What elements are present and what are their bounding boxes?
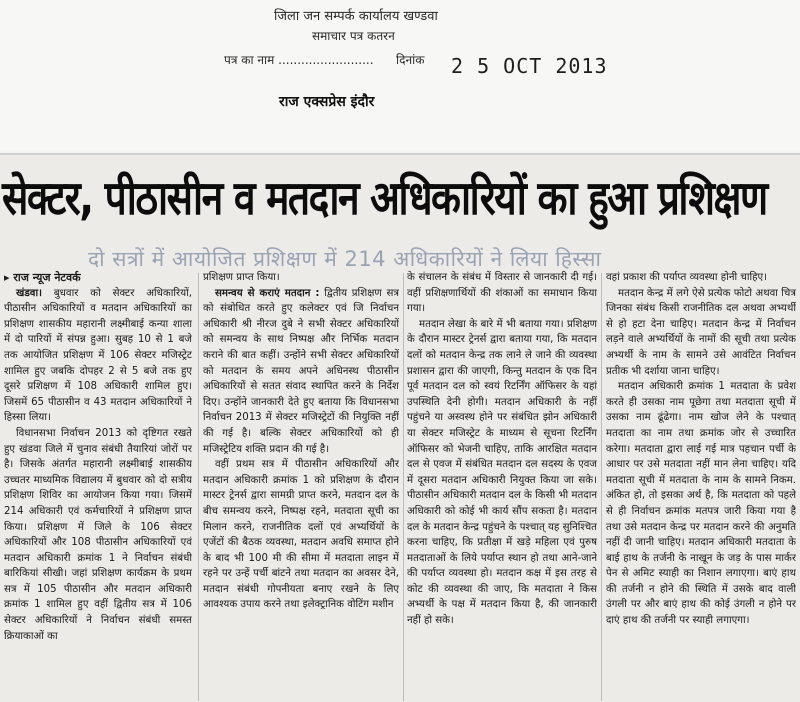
- article-column-4: [606, 270, 796, 702]
- article-subheadline: दो सत्रों में आयोजित प्रशिक्षण में 214 अधिकारियों ने लिया हिस्सा: [88, 247, 602, 271]
- clipping-stamp-header: [0, 0, 800, 150]
- article-paragraph: प्रशिक्षण प्राप्त किया।: [203, 272, 280, 283]
- column-divider: [403, 273, 404, 701]
- article-paragraph: के संचालन के संबंध में विस्तार से जानकारी दी गई। वहीं प्रशिक्षणार्थियों की शंकाओं का समाधान किया गया।: [407, 272, 597, 315]
- article-byline: ▸ राज न्यूज नेटवर्क: [4, 271, 81, 284]
- article-paragraph: विधानसभा निर्वाचन 2013 को दृष्टिगत रखते हुए खंडवा जिले में चुनाव संबंधी तैयारियां जोरों पर है। जिसके अंतर्गत महारानी लक्ष्मीबाई शासकीय उच्चतर माध्यमिक विद्यालय में बुधवार को दो सत्रीय प्रशिक्षण शिविर का आयोजन किया गया। जिसमें 214 अधिकारी एवं कर्मचारियों ने प्रशिक्षण प्राप्त किया। प्रशिक्षण में जिले के 106 सेक्टर अधिकारियों और 108 पीठासीन अधिकारियों एवं मतदान अधिकारी क्रमांक 1 ने निर्वाचन संबंधी बारिकियां सीखी। जहां प्रशिक्षण कार्यक्रम के प्रथम सत्र में 105 पीठासीन और मतदान अधिकारी क्रमांक 1 शामिल हुए वहीं द्वितीय सत्र में 106 सेक्टर अधिकारियों ने निर्वाचन संबंधी समस्त क्रियाकाओं का: [4, 427, 192, 642]
- article-headline: सेक्टर, पीठासीन व मतदान अधिकारियों का हुआ प्रशिक्षण: [2, 172, 767, 227]
- article-column-1: [4, 270, 192, 702]
- article-column-3: [407, 270, 597, 702]
- date-stamp: 2 5 OCT 2013: [451, 54, 608, 78]
- article-paragraph: मतदान केन्द्र में लगे ऐसे प्रत्येक फोटो अथवा चित्र जिनका संबंध किसी राजनीतिक दल अथवा अभ्यर्थी से हो हटा देना चाहिए। मतदान केन्द्र में निर्वाचन लड़ने वाले अभ्यर्थियों के नामों की सूची तथा प्रत्येक अभ्यर्थी के नाम के सामने उसे आवंटित निर्वाचन प्रतीक भी दर्शाया जाना चाहिए।: [606, 287, 796, 377]
- date-label: दिनांक: [396, 53, 425, 67]
- column-divider: [601, 273, 602, 701]
- article-paragraph: वहीं प्रथम सत्र में पीठासीन अधिकारियों और मतदान अधिकारी क्रमांक 1 को प्रशिक्षण के दौरान मास्टर ट्रेनर्स द्वारा सामग्री प्राप्त करने, मतदान दल के बीच समन्वय करने, निष्पक्ष रहने, मतदाता सूची का मिलान करने, राजनीतिक दलों एवं अभ्यर्थियों के एजेंटों की बैठक व्यवस्था, मतदान अवधि समाप्त होने के बाद भी 100 मी की सीमा में मतदाता लाइन में रहने पर उन्हें पर्ची बांटने तथा मतदान का अवसर देने, मतदान संबंधी गोपनीयता बनाए रखने के लिए आवश्यक उपाय करने तथा इलेक्ट्रानिक वोटिंग मशीन: [203, 459, 399, 611]
- article-paragraph: खंडवा। बुधवार को सेक्टर अधिकारियों, पीठासीन अधिकारियों व मतदान अधिकारियों का प्रशिक्षण शासकीय महारानी लक्ष्मीबाई कन्या शाला में दो पारियों में संपन्न हुआ। सुबह 10 से 1 बजे तक आयोजित प्रशिक्षण में 106 सेक्टर मजिस्ट्रेट शामिल हुए जबकि दोपहर 2 से 5 बजे तक हुए दूसरे प्रशिक्षण में 108 अधिकारी शामिल हुए। जिसमें 65 पीठासीन व 43 मतदान अधिकारियों ने हिस्सा लिया।: [4, 287, 192, 424]
- clipping-subtitle: समाचार पत्र कतरन: [312, 29, 395, 43]
- article-paragraph: मतदान लेखा के बारे में भी बताया गया। प्रशिक्षण के दौरान मास्टर ट्रेनर्स द्वारा बताया गया, कि मतदान दलों को मतदान केन्द्र तक लाने ले जाने की व्यवस्था प्रशासन द्वारा की जाएगी, किन्तु मतदान के एक दिन पूर्व मतदान दल को स्वयं रिटर्निंग ऑफिसर के यहां उपस्थिति देनी होगी। मतदान अधिकारी के नहीं पहुंचने या अस्वस्थ होने पर संबंधित झोन अधिकारी या सेक्टर मजिस्ट्रेट के माध्यम से सूचना रिटर्निंग ऑफिसर को भेजनी चाहिए, ताकि आरक्षित मतदान दल से एवज में संबंधित मतदान दल सदस्य के एवज में दूसरा मतदान अधिकारी नियुक्त किया जा सके। पीठासीन अधिकारी मतदान दल के किसी भी मतदान अधिकारी को कोई भी कार्य सौंप सकता है। मतदान दल के मतदान केन्द्र पहुंचने के पश्चात् यह सुनिश्चित करना चाहिए, कि प्रतीक्षा में खड़े महिला एवं पुरुष मतदाताओं के लिये पर्याप्त स्थान हो तथा आने-जाने की पर्याप्त व्यवस्था हो। मतदान कक्ष में इस तरह से कोट की व्यवस्था की जाए, कि मतदाता ने किस अभ्यर्थी के पक्ष में मतदान किया है, की जानकारी नहीं हो सके।: [407, 318, 597, 627]
- article-paragraph: समन्वय से कराएं मतदान : द्वितीय प्रशिक्षण सत्र को संबोधित करते हुए कलेक्टर एवं जि निर्वाचन अधिकारी श्री नीरज दुबे ने सभी सेक्टर अधिकारियों को समन्वय के साथ निष्पक्ष और निर्भिक मतदान कराने की बात कहीं। उन्होंने सभी सेक्टर अधिकारियों को मतदान के समय अपने अधिनस्थ पीठासीन अधिकारियों से सतत संवाद स्थापित करने के निर्देश दिए। उन्होंने जानकारी देते हुए बताया कि विधानसभा निर्वाचन 2013 में सेक्टर मजिस्ट्रेटों की नियुक्ति नहीं की गई है। बल्कि सेक्टर अधिकारियों को ही मजिस्ट्रेटिय शक्ति प्रदान की गई है।: [203, 287, 399, 455]
- article-column-2: [203, 270, 399, 702]
- article-dateline: खंडवा।: [16, 287, 42, 299]
- paper-name-label: पत्र का नाम .........................: [224, 53, 374, 67]
- article-paragraph: मतदान अधिकारी क्रमांक 1 मतदाता के प्रवेश करते ही उसका नाम पूछेगा तथा मतदाता सूची में उसका नाम ढूंढेगा। नाम खोज लेने के पश्चात् मतदाता का नाम तथा क्रमांक जोर से उच्चारित करेगा। मतदाता द्वारा लाई गई मात्र पहचान पर्ची के आधार पर उसे मतदाता नहीं मान लेना चाहिए। यदि मतदाता सूची में मतदाता के नाम के सामने निकम. अंकित हो, तो इसका अर्थ है, कि मतदाता को पहले से ही निर्वाचन क्रमांक मतपत्र जारी किया गया है तथा उसे मतदान केन्द्र पर मतदान करने की अनुमति नहीं दी जानी चाहिए। मतदान अधिकारी मतदाता के बाई हाथ के तर्जनी के नाखून के जड़ के पास मार्कर पेन से अमिट स्याही का निशान लगाएगा। बाएं हाथ की तर्जनी न होने की स्थिति में उसके बाद वाली उंगली पर और बाएं हाथ की कोई उंगली न होने पर दाएं हाथ की तर्जनी पर स्याही लगाएगा।: [606, 381, 796, 627]
- office-name: जिला जन सम्पर्क कार्यालय खण्डवा: [274, 9, 438, 24]
- newspaper-source: राज एक्सप्रेस इंदौर: [279, 94, 375, 110]
- section-subtitle: समन्वय से कराएं मतदान :: [215, 287, 320, 299]
- newspaper-clipping: [0, 153, 800, 702]
- column-divider: [198, 273, 199, 701]
- article-paragraph: वहां प्रकाश की पर्याप्त व्यवस्था होनी चाहिए।: [606, 272, 768, 283]
